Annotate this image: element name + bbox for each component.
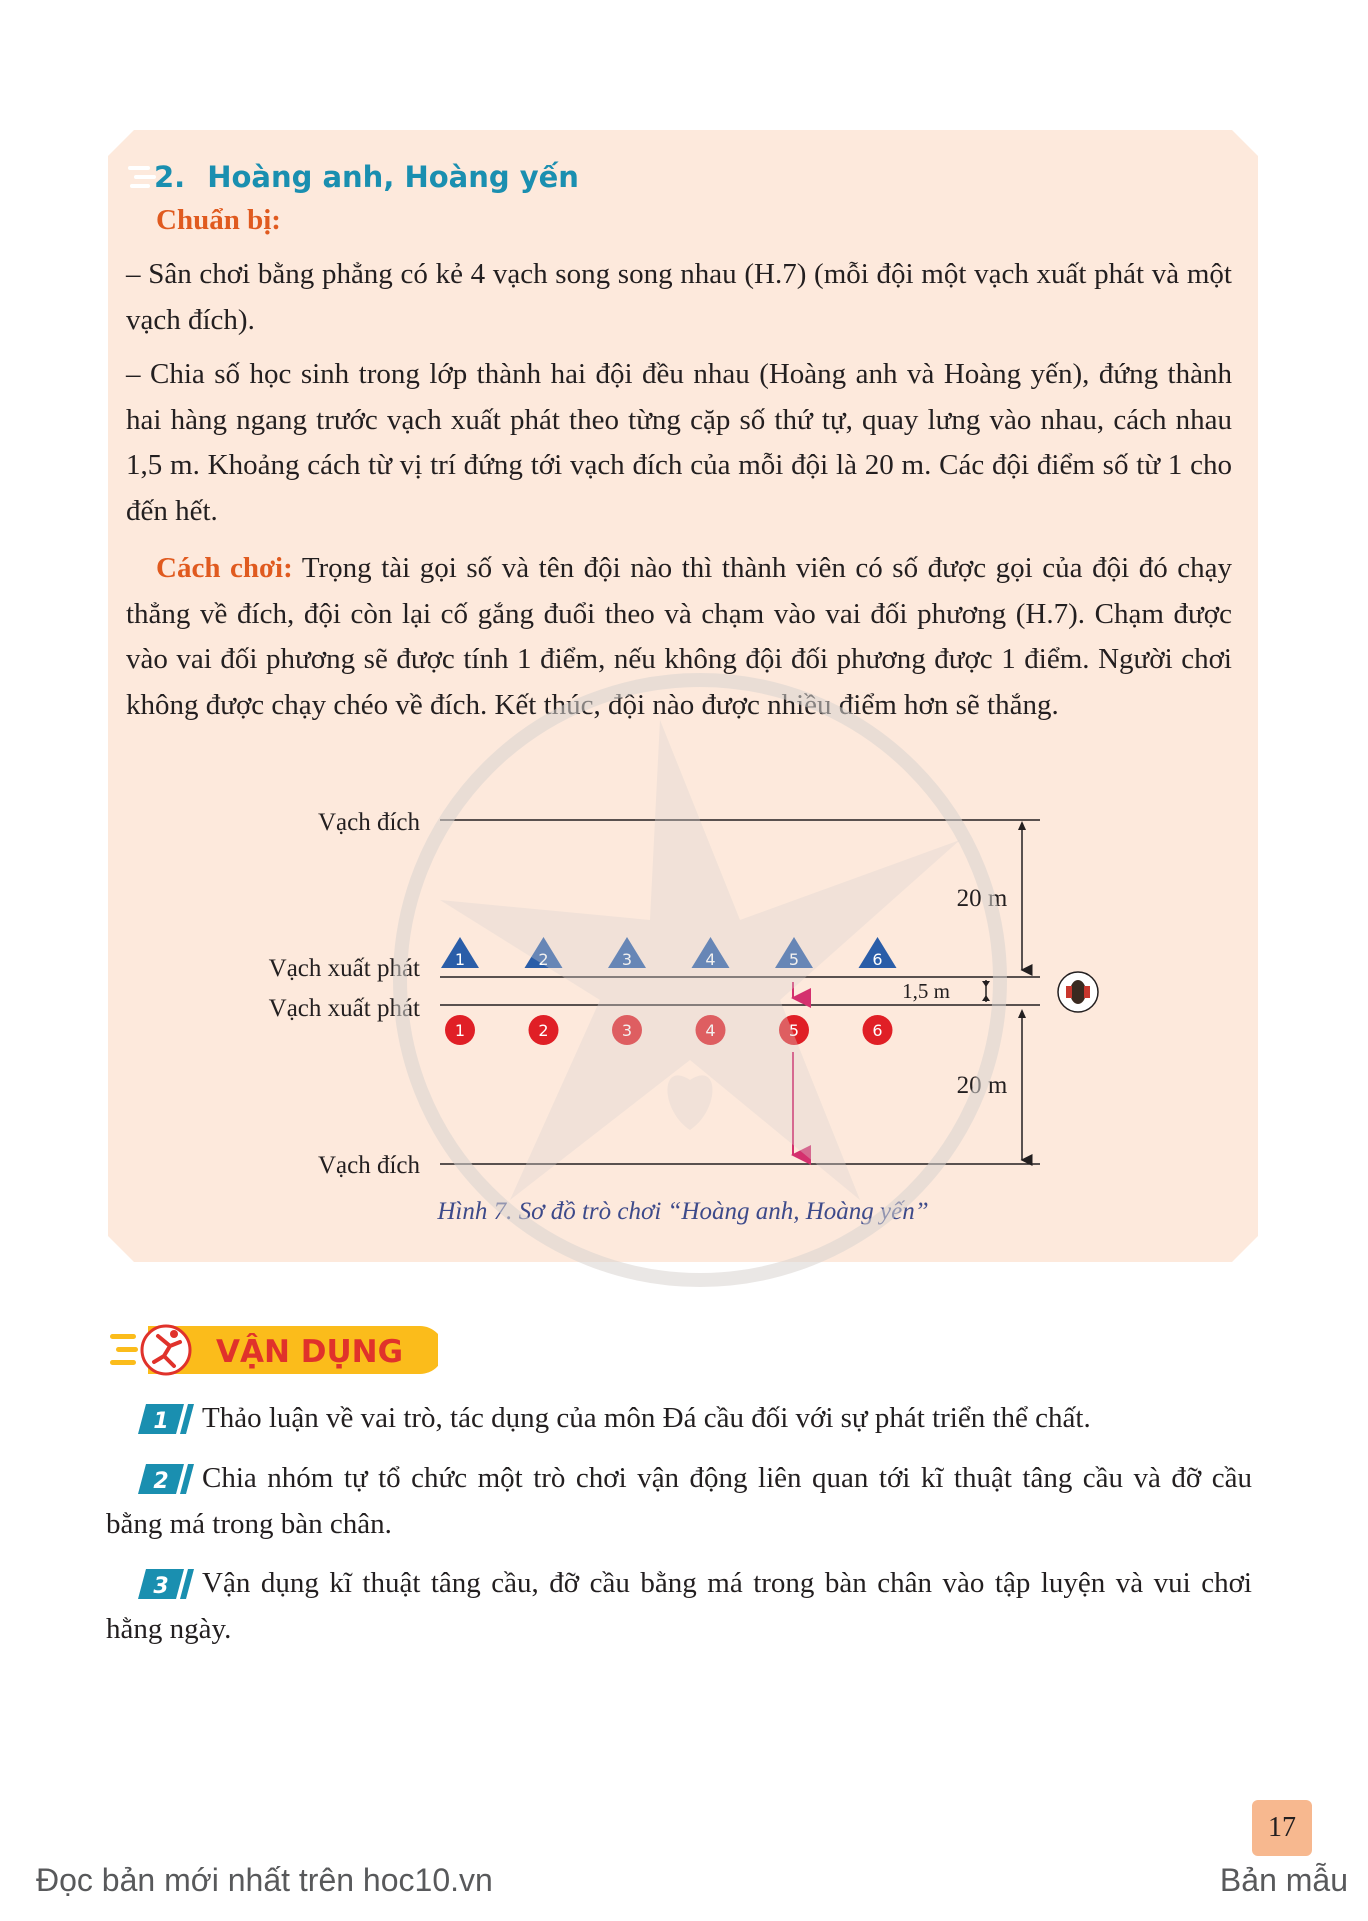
team-blue-player-5 <box>775 937 813 969</box>
game-diagram <box>108 790 1258 1190</box>
play-rules <box>126 546 1232 728</box>
section-heading <box>130 155 579 199</box>
prep-label: Chuẩn bị: <box>156 204 281 236</box>
task-1-text: Thảo luận về vai trò, tác dụng của môn Đá cầu đối với sự phát triển thể chất. <box>202 1402 1091 1434</box>
team-blue-number: 6 <box>872 950 883 969</box>
label-finish-bottom: Vạch đích <box>317 1152 420 1179</box>
task-number-1-icon <box>138 1402 196 1436</box>
page-number: 17 <box>1252 1800 1312 1856</box>
prep-item-1 <box>126 252 1232 343</box>
task-2 <box>106 1456 1252 1547</box>
prep-label-block <box>126 198 1232 244</box>
prep-item-1-text: – Sân chơi bằng phẳng có kẻ 4 vạch song song nhau (H.7) (mỗi đội một vạch xuất phát và một vạch đích). <box>126 258 1232 336</box>
team-red-player-4 <box>696 1015 726 1045</box>
team-red-player-3 <box>612 1015 642 1045</box>
footer-right: Bản mẫu <box>1219 1862 1348 1898</box>
team-red-player-1 <box>445 1015 475 1045</box>
team-blue-number: 1 <box>454 950 466 969</box>
team-red-player-5 <box>779 1015 809 1045</box>
figure-caption: Hình 7. Sơ đồ trò chơi “Hoàng anh, Hoàng yến” <box>437 1198 929 1225</box>
team-blue-player-1 <box>441 937 479 969</box>
task-number-2-icon <box>138 1462 196 1496</box>
team-red-number: 4 <box>705 1021 716 1040</box>
referee-icon <box>1058 972 1098 1012</box>
section-title: Hoàng anh, Hoàng yến <box>207 160 579 194</box>
prep-item-2 <box>126 352 1232 534</box>
team-red-markers <box>445 1015 893 1045</box>
play-text: Trọng tài gọi số và tên đội nào thì thành viên có số được gọi của đội đó chạy thẳng về đích, đội còn lại cố gắng đuổi theo và chạm vào vai đối phương (H.7). Chạm được vào vai đối phương sẽ được tính 1 điểm, nếu không đội đối phương được 1 điểm. Người chơi không được chạy chéo về đích. Kết thúc, đội nào được nhiều điểm hơn sẽ thắng. <box>126 552 1232 721</box>
team-red-number: 6 <box>872 1021 883 1040</box>
task-3-text: Vận dụng kĩ thuật tâng cầu, đỡ cầu bằng má trong bàn chân vào tập luyện và vui chơi hằng ngày. <box>106 1567 1252 1645</box>
team-blue-player-2 <box>525 937 563 969</box>
team-blue-number: 4 <box>705 950 716 969</box>
team-blue-number: 5 <box>788 950 800 969</box>
team-red-number: 3 <box>621 1021 633 1040</box>
team-blue-player-6 <box>859 937 897 969</box>
team-blue-number: 3 <box>621 950 633 969</box>
dist-bottom: 20 m <box>956 1072 1008 1099</box>
team-red-number: 1 <box>454 1021 466 1040</box>
task-1 <box>106 1396 1252 1442</box>
task-number-3-icon <box>138 1567 196 1601</box>
svg-text:1: 1 <box>153 1409 169 1434</box>
label-start-top: Vạch xuất phát <box>268 955 420 982</box>
task-2-text: Chia nhóm tự tổ chức một trò chơi vận động liên quan tới kĩ thuật tâng cầu và đỡ cầu bằng má trong bàn chân. <box>106 1462 1252 1540</box>
label-start-bottom: Vạch xuất phát <box>268 995 420 1022</box>
team-red-player-2 <box>529 1015 559 1045</box>
svg-text:2: 2 <box>153 1469 169 1494</box>
section-number: 2. <box>154 160 186 194</box>
team-red-number: 5 <box>788 1021 800 1040</box>
svg-text:3: 3 <box>153 1574 169 1599</box>
team-blue-number: 2 <box>538 950 549 969</box>
apply-title: VẬN DỤNG <box>216 1334 404 1370</box>
prep-item-2-text: – Chia số học sinh trong lớp thành hai đội đều nhau (Hoàng anh và Hoàng yến), đứng thành hai hàng ngang trước vạch xuất phát theo từng cặp số thứ tự, quay lưng vào nhau, cách nhau 1,5 m. Khoảng cách từ vị trí đứng tới vạch đích của mỗi đội là 20 m. Các đội điểm số từ 1 cho đến hết. <box>126 358 1232 527</box>
play-label: Cách chơi: <box>156 552 293 584</box>
team-blue-player-3 <box>608 937 646 969</box>
team-blue-markers <box>441 937 897 969</box>
dist-top: 20 m <box>956 885 1008 912</box>
label-finish-top: Vạch đích <box>317 809 420 836</box>
team-red-player-6 <box>863 1015 893 1045</box>
dist-gap: 1,5 m <box>902 979 950 1003</box>
team-red-number: 2 <box>538 1021 549 1040</box>
team-blue-player-4 <box>692 937 730 969</box>
footer-left[interactable]: Đọc bản mới nhất trên hoc10.vn <box>36 1862 493 1898</box>
task-3 <box>106 1561 1252 1652</box>
